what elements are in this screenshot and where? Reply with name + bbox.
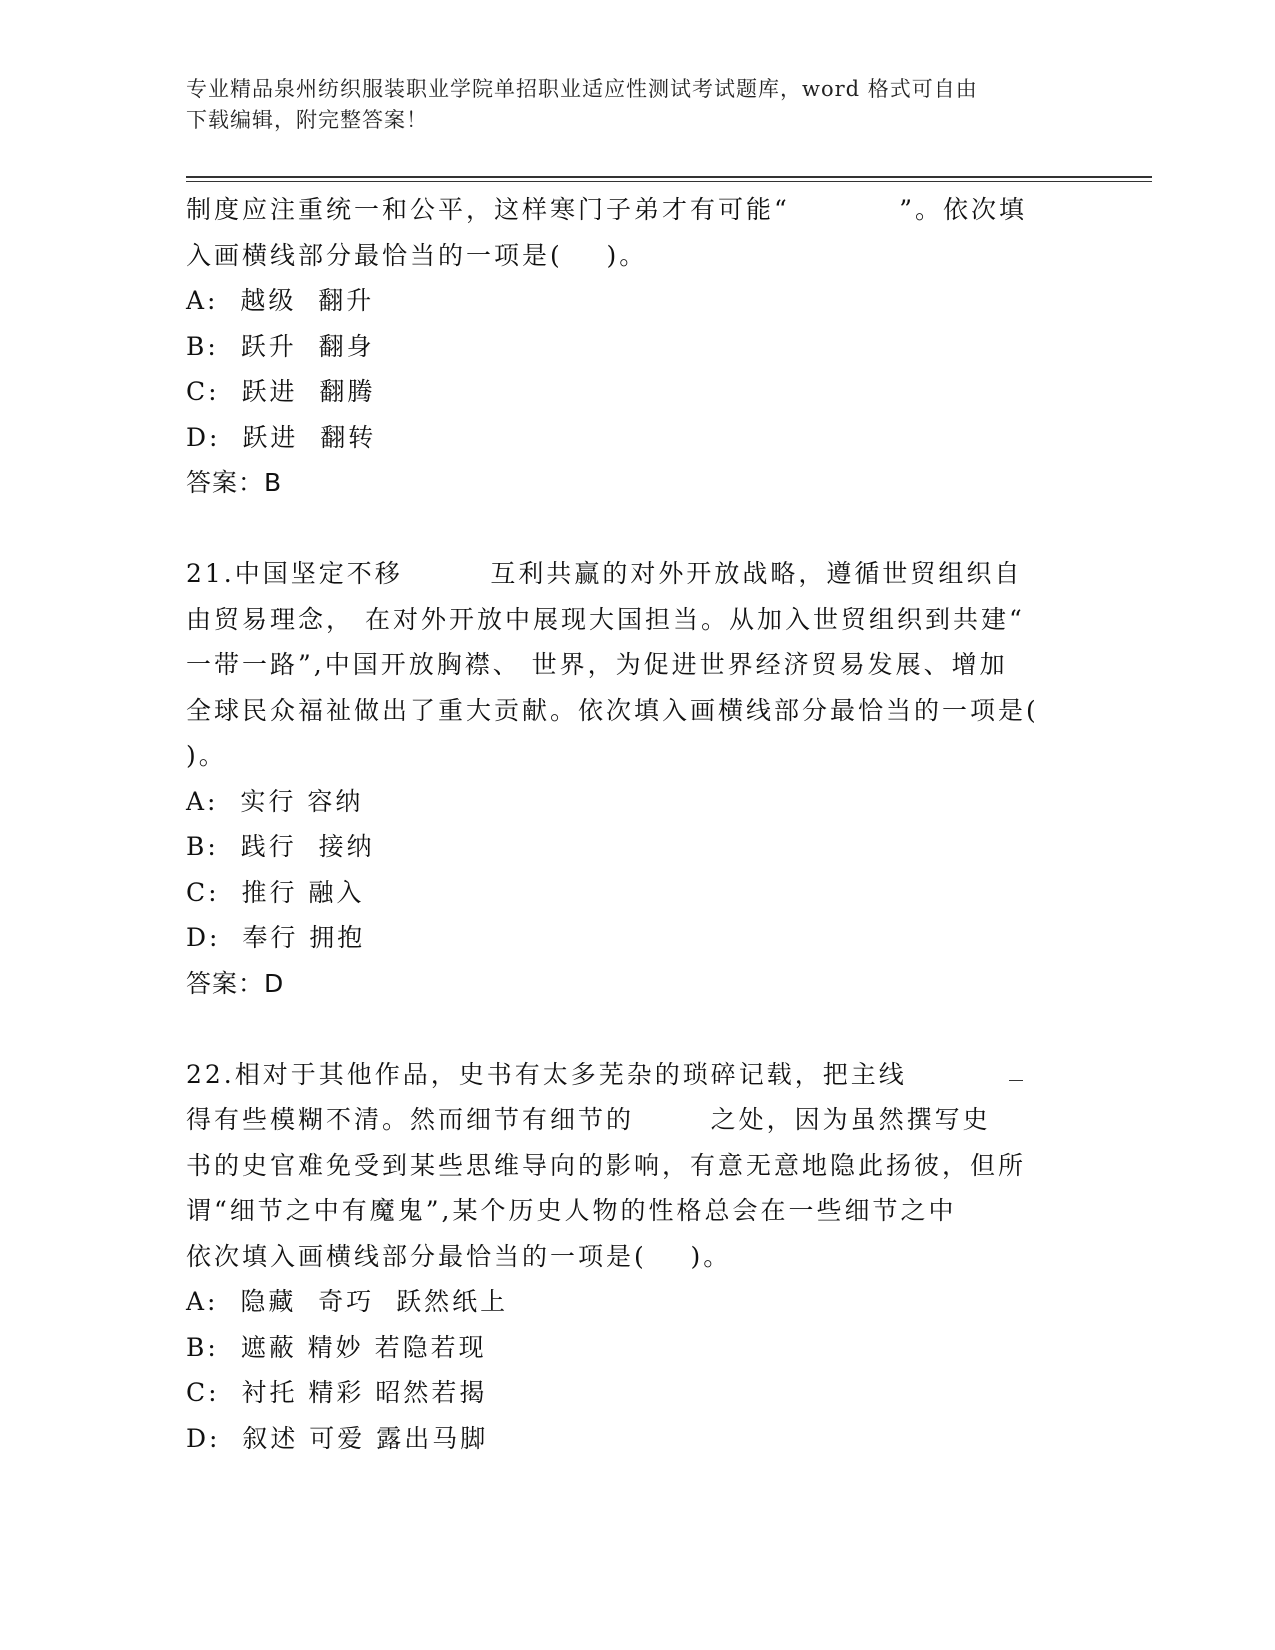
question-stem-line: 依次填入画横线部分最恰当的一项是( )。 <box>186 1241 732 1271</box>
question-stem-line <box>186 1052 1086 1098</box>
option-c: C: 跃进 翻腾 <box>186 377 376 406</box>
header-line-2: 下载编辑，附完整答案！ <box>186 108 428 132</box>
question-stem-line: 谓“细节之中有魔鬼”,某个历史人物的性格总会在一些细节之中 <box>186 1196 957 1225</box>
question-stem-text: 22.相对于其他作品，史书有太多芜杂的琐碎记载，把主线 <box>186 1059 1006 1089</box>
question-stem-line: 21.中国坚定不移 互利共赢的对外开放战略，遵循世贸组织自 <box>186 559 1023 588</box>
question-stem-line: 一带一路”,中国开放胸襟、 世界，为促进世界经济贸易发展、增加 <box>186 650 1008 679</box>
header-divider-thin <box>186 181 1152 182</box>
question-stem-line: 入画横线部分最恰当的一项是( )。 <box>186 240 648 270</box>
question-stem-line: 制度应注重统一和公平，这样寒门子弟才有可能“ ”。依次填 <box>186 195 1028 224</box>
option-c: C: 衬托 精彩 昭然若揭 <box>186 1378 488 1407</box>
document-content <box>186 187 1086 1461</box>
question-21 <box>186 551 1086 1006</box>
option-a: A: 越级 翻升 <box>186 286 375 315</box>
option-a: A: 隐藏 奇巧 跃然纸上 <box>186 1287 509 1316</box>
spacer <box>186 506 1086 552</box>
blank-underline <box>1009 1080 1023 1081</box>
spacer <box>186 1006 1086 1052</box>
option-b: B: 遮蔽 精妙 若隐若现 <box>186 1332 487 1362</box>
question-stem-line: 由贸易理念， 在对外开放中展现大国担当。从加入世贸组织到共建“ <box>186 604 1025 634</box>
page-header <box>186 74 1066 136</box>
question-stem-line: 书的史官难免受到某些思维导向的影响，有意无意地隐此扬彼，但所 <box>186 1150 1027 1180</box>
option-d: D: 奉行 拥抱 <box>186 923 366 952</box>
question-22 <box>186 1052 1086 1462</box>
answer-line: 答案：B <box>186 468 283 497</box>
option-d: D: 叙述 可爱 露出马脚 <box>186 1423 489 1453</box>
answer-line: 答案：D <box>186 968 285 998</box>
question-stem-line: 得有些模糊不清。然而细节有细节的 之处，因为虽然撰写史 <box>186 1105 991 1134</box>
header-divider <box>186 176 1152 178</box>
question-stem-line: 全球民众福祉做出了重大贡献。依次填入画横线部分最恰当的一项是( <box>186 695 1039 725</box>
option-a: A: 实行 容纳 <box>186 786 364 816</box>
header-line-1: 专业精品泉州纺织服装职业学院单招职业适应性测试考试题库，word 格式可自由 <box>186 77 978 101</box>
option-b: B: 跃升 翻身 <box>186 331 375 361</box>
option-d: D: 跃进 翻转 <box>186 422 377 452</box>
option-b: B: 践行 接纳 <box>186 832 375 861</box>
option-c: C: 推行 融入 <box>186 877 365 907</box>
question-20 <box>186 187 1086 506</box>
question-stem-line: )。 <box>186 741 227 770</box>
